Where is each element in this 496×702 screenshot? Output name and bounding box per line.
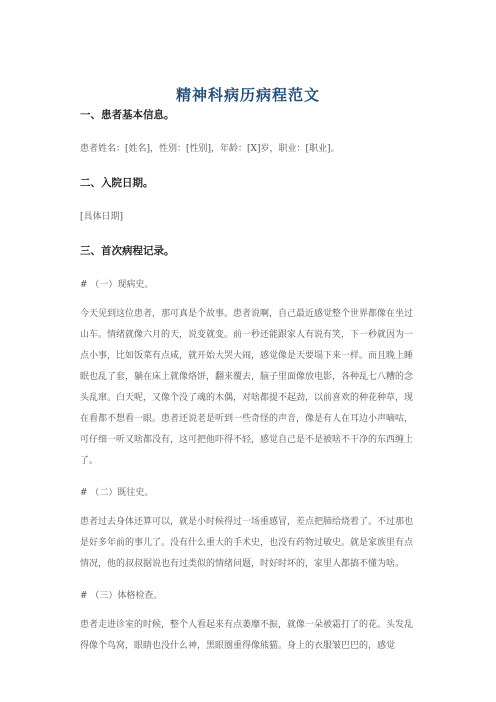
present-illness-label: # （一）现病史。 — [80, 280, 154, 290]
document-title: 精神科病历病程范文 — [175, 86, 320, 104]
physical-exam-text: 患者走进诊室的时候，整个人看起来有点萎靡不振，就像一朵被霜打了的花。头发乱得像个鸟窝，眼睛也没什么神，黑眼圈重得像熊猫。身上的衣服皱巴巴的，感觉 — [80, 620, 414, 651]
admission-date-text: [具体日期] — [80, 212, 124, 222]
basic-info-text: 患者姓名：[姓名]，性别：[性别]，年龄：[X]岁，职业：[职业]。 — [80, 144, 340, 154]
physical-exam-label: # （三）体格检查。 — [80, 591, 163, 601]
section-heading-basic-info: 一、患者基本信息。 — [80, 109, 175, 121]
section-heading-first-record: 三、首次病程记录。 — [80, 245, 175, 257]
past-history-text: 患者过去身体还算可以，就是小时候得过一场重感冒，差点把肺给烧着了。不过那也是好多年前的事儿了。没有什么重大的手术史，也没有药物过敏史。就是家族里有点情况，他的叔叔据说也有过类似的情绪问题，时好时坏的，家里人都搞不懂为啥。 — [80, 517, 414, 569]
document-body — [80, 108, 420, 671]
section-heading-admission-date: 二、入院日期。 — [80, 177, 154, 189]
present-illness-text: 今天见到这位患者，那可真是个故事。患者说啊，自己最近感觉整个世界都像在坐过山车。情绪就像六月的天，说变就变。前一秒还能跟家人有说有笑，下一秒就因为一点小事，比如饭菜有点咸，就开始大哭大闹，感觉像是天要塌下来一样。而且晚上睡眠也乱了套，躺在床上就像烙饼，翻来覆去，脑子里面像放电影，各种乱七八糟的念头乱窜。白天呢，又像个没了魂的木偶，对啥都提不起劲，以前喜欢的种花种草，现在看都不想看一眼。患者还说老是听到一些奇怪的声音，像是有人在耳边小声嘀咕，可仔细一听又啥都没有，这可把他吓得不轻，感觉自己是不是被啥不干净的东西缠上了。 — [80, 309, 414, 466]
past-history-label: # （二）既往史。 — [80, 488, 154, 498]
